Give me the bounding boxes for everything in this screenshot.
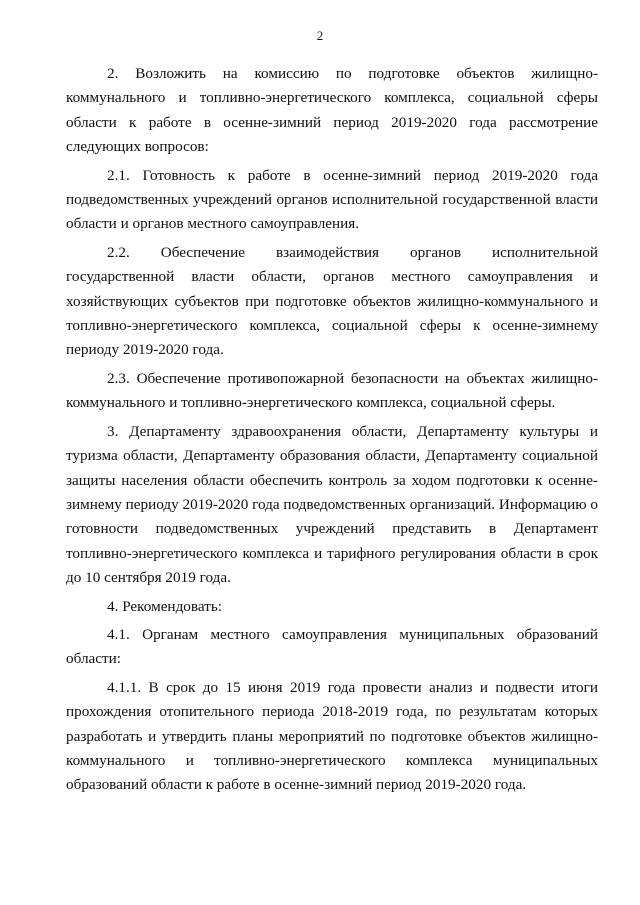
paragraph-4: 4. Рекомендовать: xyxy=(107,597,222,615)
paragraph-4-1-1: 4.1.1. В срок до 15 июня 2019 года провести анализ и подвести итоги прохождения отопительного периода 2018-2019 года, по результатам которых разработать и утвердить планы мероприятий по подготовке объектов жилищно-коммунального и топливно-энергетического комплекса муниципальных образований области к работе в осенне-зимний период 2019-2020 года. xyxy=(66,678,598,794)
paragraph-2-3: 2.3. Обеспечение противопожарной безопасности на объектах жилищно-коммунального и топливно-энергетического комплекса, социальной сферы. xyxy=(66,369,598,412)
paragraph-4-1: 4.1. Органам местного самоуправления муниципальных образований области: xyxy=(66,625,598,668)
paragraph-2-1: 2.1. Готовность к работе в осенне-зимний период 2019-2020 года подведомственных учреждений органов исполнительной государственной власти области и органов местного самоуправления. xyxy=(66,166,598,233)
page-number: 2 xyxy=(316,28,324,43)
paragraph-2-2: 2.2. Обеспечение взаимодействия органов исполнительной государственной власти области, органов местного самоуправления и хозяйствующих субъектов при подготовке объектов жилищно-коммунального и топливно-энергетического комплекса, социальной сферы к осенне-зимнему периоду 2019-2020 года. xyxy=(66,243,598,359)
document-body xyxy=(66,62,598,798)
paragraph-3: 3. Департаменту здравоохранения области, Департаменту культуры и туризма области, Департаменту образования области, Департаменту социальной защиты населения области обеспечить контроль за ходом подготовки к осенне-зимнему периоду 2019-2020 года подведомственных организаций. Информацию о готовности подведомственных учреждений представить в Департамент топливно-энергетического комплекса и тарифного регулирования области в срок до 10 сентября 2019 года. xyxy=(66,422,598,587)
paragraph-2: 2. Возложить на комиссию по подготовке объектов жилищно-коммунального и топливно-энергетического комплекса, социальной сферы области к работе в осенне-зимний период 2019-2020 года рассмотрение следующих вопросов: xyxy=(66,65,598,156)
